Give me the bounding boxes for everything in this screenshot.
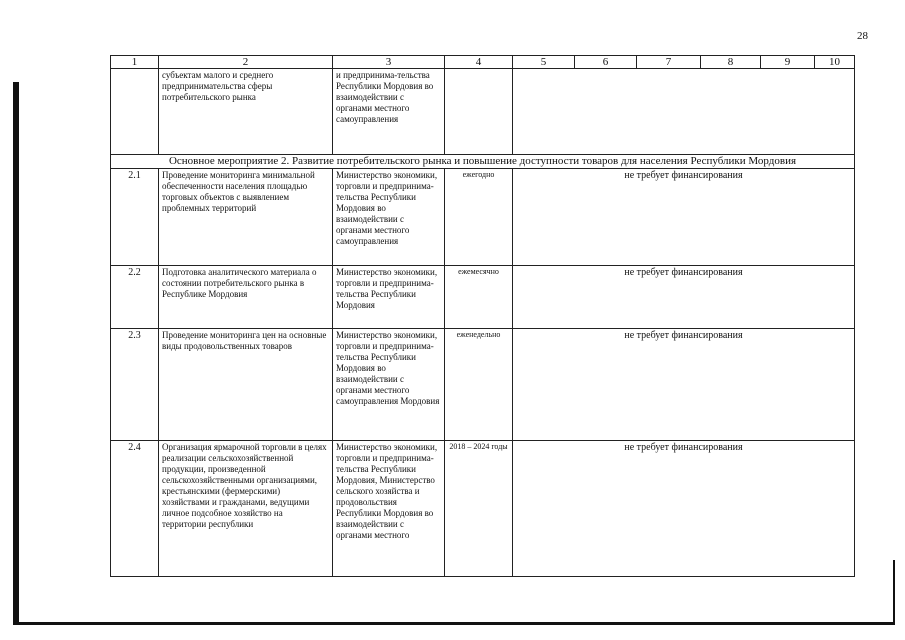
period-cell: ежемесячно bbox=[445, 266, 513, 329]
scan-edge-right bbox=[893, 560, 895, 625]
period-cell: еженедельно bbox=[445, 329, 513, 441]
column-number: 3 bbox=[333, 56, 445, 69]
executor-cell: и предпринима-тельства Республики Мордовия во взаимодействии с органами местного самоуправления bbox=[333, 69, 445, 155]
executor-cell: Министерство экономики, торговли и предпринима-тельства Республики Мордовия во взаимодействии с органами местного самоуправления Мордовия bbox=[333, 329, 445, 441]
measure-cell: Проведение мониторинга цен на основные виды продовольственных товаров bbox=[159, 329, 333, 441]
measure-cell: Подготовка аналитического материала о состоянии потребительского рынка в Республике Мордовия bbox=[159, 266, 333, 329]
column-number: 4 bbox=[445, 56, 513, 69]
row-number: 2.2 bbox=[111, 266, 159, 329]
period-cell: ежегодно bbox=[445, 169, 513, 266]
column-number: 2 bbox=[159, 56, 333, 69]
column-number: 5 bbox=[513, 56, 575, 69]
page-number: 28 bbox=[857, 30, 868, 42]
row-number: 2.3 bbox=[111, 329, 159, 441]
column-number: 9 bbox=[761, 56, 815, 69]
row-number-cell bbox=[111, 69, 159, 155]
column-number: 7 bbox=[637, 56, 701, 69]
measures-table bbox=[110, 55, 855, 577]
table-row bbox=[111, 329, 855, 441]
measure-cell: Организация ярмарочной торговли в целях реализации сельскохозяйственной продукции, произведенной сельскохозяйственными организациями, крестьянскими (фермерскими) хозяйствами и гражданами, ведущими личное подсобное хозяйство на территории республики bbox=[159, 441, 333, 577]
executor-cell: Министерство экономики, торговли и предпринима-тельства Республики Мордовия, Министерство сельского хозяйства и продовольствия Республики Мордовия во взаимодействии с органами местного bbox=[333, 441, 445, 577]
table-row bbox=[111, 266, 855, 329]
column-number: 6 bbox=[575, 56, 637, 69]
column-number: 8 bbox=[701, 56, 761, 69]
table-row bbox=[111, 441, 855, 577]
column-number: 1 bbox=[111, 56, 159, 69]
financing-cell: не требует финансирования bbox=[513, 441, 855, 577]
executor-cell: Министерство экономики, торговли и предпринима-тельства Республики Мордовия bbox=[333, 266, 445, 329]
row-number: 2.4 bbox=[111, 441, 159, 577]
period-cell: 2018 – 2024 годы bbox=[445, 441, 513, 577]
column-number: 10 bbox=[815, 56, 855, 69]
column-number-row bbox=[111, 56, 855, 69]
scan-edge-left bbox=[13, 82, 19, 625]
continuation-row bbox=[111, 69, 855, 155]
table-row bbox=[111, 169, 855, 266]
financing-cell: не требует финансирования bbox=[513, 266, 855, 329]
scan-edge-bottom bbox=[13, 622, 895, 625]
period-cell bbox=[445, 69, 513, 155]
measure-cell: Проведение мониторинга минимальной обеспеченности населения площадью торговых объектов с выявлением проблемных территорий bbox=[159, 169, 333, 266]
row-number: 2.1 bbox=[111, 169, 159, 266]
measure-cell: субъектам малого и среднего предпринимательства сферы потребительского рынка bbox=[159, 69, 333, 155]
executor-cell: Министерство экономики, торговли и предпринима-тельства Республики Мордовия во взаимодействии с органами местного самоуправления bbox=[333, 169, 445, 266]
section-row bbox=[111, 155, 855, 169]
financing-cell: не требует финансирования bbox=[513, 169, 855, 266]
financing-cell: не требует финансирования bbox=[513, 329, 855, 441]
financing-cell bbox=[513, 69, 855, 155]
section-title: Основное мероприятие 2. Развитие потребительского рынка и повышение доступности товаров для населения Республики Мордовия bbox=[111, 155, 855, 169]
